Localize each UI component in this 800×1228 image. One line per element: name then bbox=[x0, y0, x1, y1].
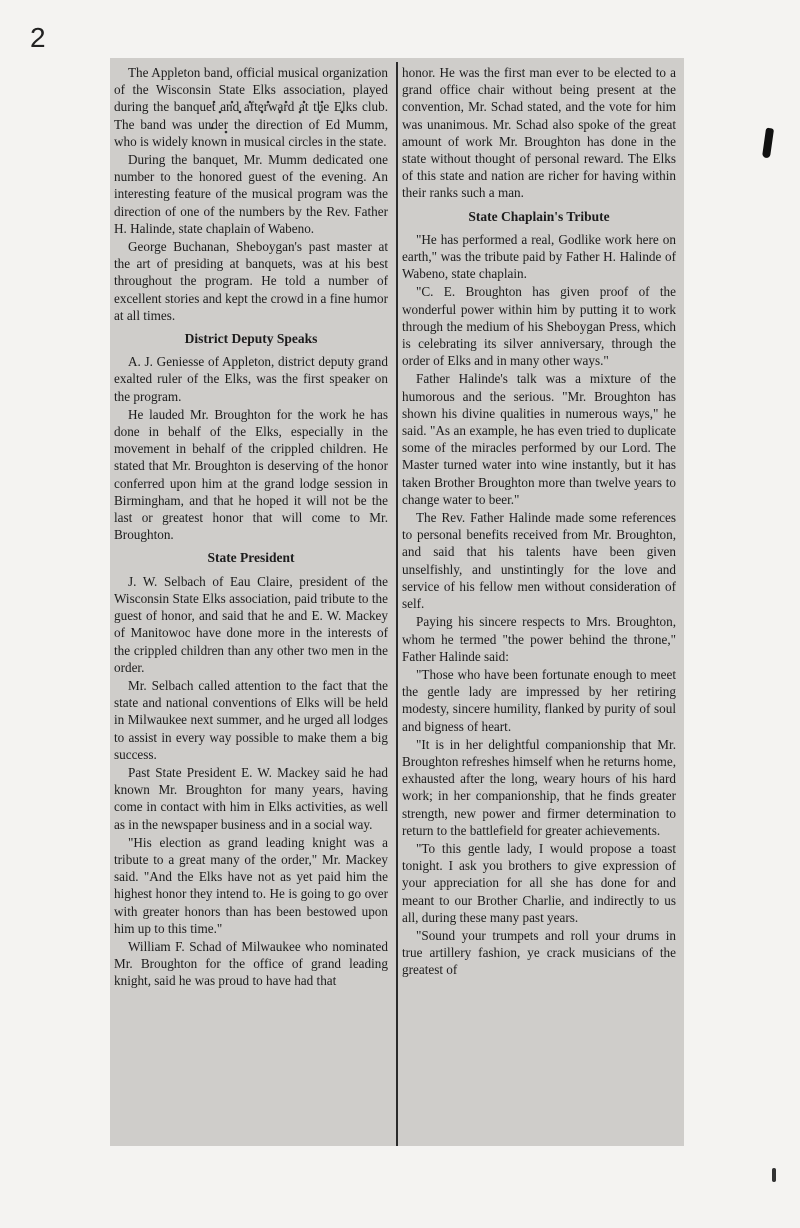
column-divider bbox=[396, 62, 398, 1146]
article-column-left bbox=[114, 64, 388, 1144]
article-paragraph: Paying his sincere respects to Mrs. Broughton, whom he termed "the power behind the throne," Father Halinde said: bbox=[402, 614, 676, 664]
margin-mark bbox=[772, 1168, 776, 1182]
section-heading: State President bbox=[207, 550, 295, 566]
article-paragraph: William F. Schad of Milwaukee who nominated Mr. Broughton for the office of grand leading knight, said he was proud to have had that bbox=[114, 938, 388, 989]
article-paragraph: "Sound your trumpets and roll your drums in true artillery fashion, ye crack musicians of the greatest of bbox=[402, 927, 676, 978]
article-paragraph: "His election as grand leading knight was a tribute to a great many of the order," Mr. Mackey said. "And the Elks have not as yet paid him the highest honor they intend to. He is going to go over with greater honors than has been bestowed upon him up to this time." bbox=[114, 834, 388, 936]
article-paragraph: "He has performed a real, Godlike work here on earth," was the tribute paid by Father H. Halinde of Wabeno, state chaplain. bbox=[402, 231, 676, 282]
article-paragraph: A. J. Geniesse of Appleton, district deputy grand exalted ruler of the Elks, was the first speaker on the program. bbox=[114, 354, 388, 404]
article-paragraph: honor. He was the first man ever to be elected to a grand office chair without being present at the convention, Mr. Schad stated, and the vote for him was unanimous. Mr. Schad also spoke of the great amount of work Mr. Broughton has done in the state without thought of personal reward. The Elks of this state and nation are richer for having within their ranks such a man. bbox=[402, 65, 676, 201]
article-paragraph: "To this gentle lady, I would propose a toast tonight. I ask you brothers to give expression of your appreciation for all she has done for and meant to our Brother Charlie, and indirectly to us all, during these many past years. bbox=[402, 840, 676, 925]
article-paragraph: George Buchanan, Sheboygan's past master at the art of presiding at banquets, was at his best throughout the program. He told a number of excellent stories and kept the crowd in a fine humor at all times. bbox=[114, 239, 388, 323]
article-paragraph: The Appleton band, official musical organization of the Wisconsin State Elks association, played during the banquet and afterward at the Elks club. The band was under the direction of Ed Mumm, who is widely known in musical circles in the state. bbox=[114, 65, 388, 149]
article-paragraph: He lauded Mr. Broughton for the work he has done in behalf of the Elks, especially in the movement in behalf of the crippled children. He stated that Mr. Broughton is deserving of the honor conferred upon him at the grand lodge session in Birmingham, and that he hoped it will not be the last or greatest honor that will come to Mr. Broughton. bbox=[114, 406, 388, 543]
article-paragraph: "C. E. Broughton has given proof of the wonderful power within him by putting it to work through the medium of his Sheboygan Press, which is celebrating its silver anniversary, through the order of Elks and in many other ways." bbox=[402, 284, 676, 369]
article-paragraph: "Those who have been fortunate enough to meet the gentle lady are impressed by her retiring modesty, sincere humility, flanked by purity of soul and bigness of heart. bbox=[402, 666, 676, 734]
article-paragraph: J. W. Selbach of Eau Claire, president of the Wisconsin State Elks association, paid tribute to the guest of honor, and said that he and E. W. Mackey of Manitowoc have done more in the interests of the crippled children than any other two men in the order. bbox=[114, 573, 388, 675]
article-paragraph: During the banquet, Mr. Mumm dedicated one number to the honored guest of the evening. An interesting feature of the musical program was the direction of one of the numbers by the Rev. Father H. Halinde, state chaplain of Wabeno. bbox=[114, 152, 388, 236]
page-number: 2 bbox=[30, 22, 46, 53]
article-paragraph: Past State President E. W. Mackey said he had known Mr. Broughton for many years, having come in contact with him in Elks activities, as well as in the newspaper business and in a social way. bbox=[114, 764, 388, 832]
article-paragraph: The Rev. Father Halinde made some references to personal benefits received from Mr. Broughton, and said that his talents have been given unselfishly, and unstintingly for the love and service of his fellow men without consideration of self. bbox=[402, 510, 676, 612]
section-heading: State Chaplain's Tribute bbox=[468, 208, 610, 224]
newspaper-clipping bbox=[110, 58, 684, 1146]
section-heading: District Deputy Speaks bbox=[184, 331, 318, 347]
article-column-right bbox=[402, 64, 676, 1144]
article-paragraph: "It is in her delightful companionship that Mr. Broughton refreshes himself when he returns home, exhausted after the long, weary hours of his hard work; in her companionship, that he finds greater strength, new power and firmer determination to return to the battlefield for greater achievements. bbox=[402, 736, 676, 838]
article-paragraph: Father Halinde's talk was a mixture of the humorous and the serious. "Mr. Broughton has shown his divine qualities in numerous ways," he said. "As an example, he has even tried to duplicate some of the miracles performed by our Lord. The Master turned water into wine instantly, but it has taken Brother Broughton more than twelve years to change water to beer." bbox=[402, 371, 676, 507]
binder-hole-mark bbox=[762, 128, 774, 159]
article-paragraph: Mr. Selbach called attention to the fact that the state and national conventions of Elks will be held in Milwaukee next summer, and he urged all lodges to assist in every way possible to make them a big success. bbox=[114, 677, 388, 762]
